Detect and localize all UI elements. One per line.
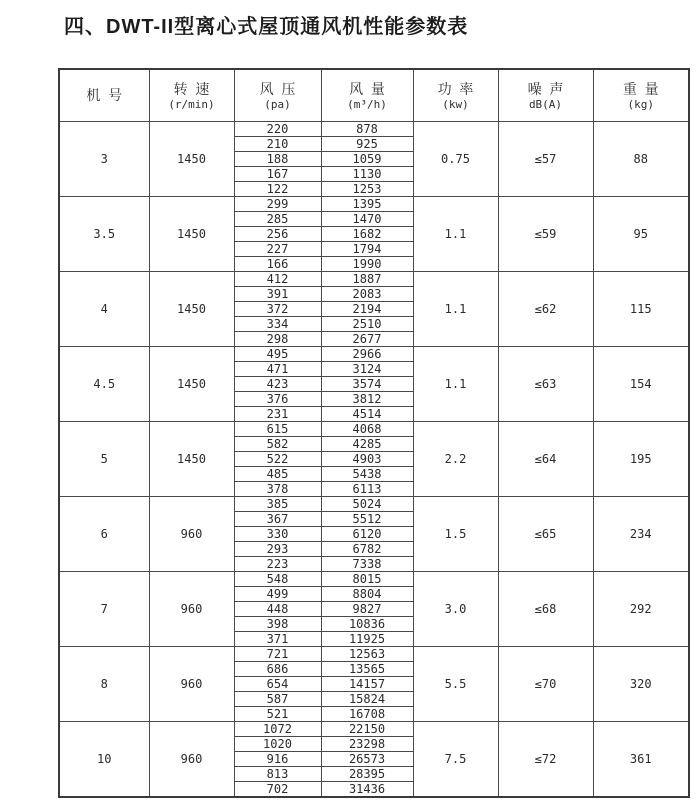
pressure-cell: 293 [234,541,321,556]
volume-cell: 31436 [321,781,413,797]
pressure-cell: 485 [234,466,321,481]
volume-cell: 6113 [321,481,413,496]
weight-cell: 320 [593,646,689,721]
volume-cell: 4285 [321,436,413,451]
noise-cell: ≤72 [498,721,593,797]
speed-cell: 960 [149,721,234,797]
table-row [59,646,689,661]
header-row [59,69,689,121]
noise-cell: ≤65 [498,496,593,571]
volume-cell: 10836 [321,616,413,631]
pressure-cell: 385 [234,496,321,511]
column-header-unit: (kg) [627,97,654,111]
speed-cell: 1450 [149,346,234,421]
power-cell: 1.1 [413,196,498,271]
volume-cell: 5024 [321,496,413,511]
pressure-cell: 495 [234,346,321,361]
volume-cell: 2677 [321,331,413,346]
pressure-cell: 1020 [234,736,321,751]
noise-cell: ≤57 [498,121,593,196]
model-cell: 4.5 [59,346,149,421]
volume-cell: 1253 [321,181,413,196]
volume-cell: 1130 [321,166,413,181]
weight-cell: 292 [593,571,689,646]
pressure-cell: 188 [234,151,321,166]
table-row [59,496,689,511]
volume-cell: 6120 [321,526,413,541]
pressure-cell: 372 [234,301,321,316]
pressure-cell: 210 [234,136,321,151]
pressure-cell: 367 [234,511,321,526]
pressure-cell: 499 [234,586,321,601]
volume-cell: 4903 [321,451,413,466]
model-cell: 6 [59,496,149,571]
speed-cell: 960 [149,571,234,646]
pressure-cell: 299 [234,196,321,211]
volume-cell: 1059 [321,151,413,166]
speed-cell: 960 [149,646,234,721]
pressure-cell: 378 [234,481,321,496]
volume-cell: 1395 [321,196,413,211]
pressure-cell: 371 [234,631,321,646]
table-row [59,346,689,361]
speed-cell: 1450 [149,271,234,346]
pressure-cell: 231 [234,406,321,421]
speed-cell: 960 [149,496,234,571]
power-cell: 0.75 [413,121,498,196]
pressure-cell: 227 [234,241,321,256]
pressure-cell: 721 [234,646,321,661]
volume-cell: 26573 [321,751,413,766]
model-cell: 5 [59,421,149,496]
pressure-cell: 548 [234,571,321,586]
power-cell: 2.2 [413,421,498,496]
pressure-cell: 376 [234,391,321,406]
model-cell: 10 [59,721,149,797]
volume-cell: 1794 [321,241,413,256]
table-row [59,421,689,436]
column-header-label: 重 量 [622,80,659,97]
speed-cell: 1450 [149,121,234,196]
volume-cell: 2194 [321,301,413,316]
volume-cell: 878 [321,121,413,136]
power-cell: 5.5 [413,646,498,721]
column-header-unit: (m³/h) [347,97,387,111]
column-header-label: 功 率 [437,80,474,97]
pressure-cell: 448 [234,601,321,616]
volume-cell: 23298 [321,736,413,751]
pressure-cell: 471 [234,361,321,376]
table-row [59,721,689,736]
pressure-cell: 256 [234,226,321,241]
table-header [59,69,689,121]
speed-cell: 1450 [149,196,234,271]
pressure-cell: 582 [234,436,321,451]
table-body [59,121,689,797]
column-header-volume [321,69,413,121]
pressure-cell: 412 [234,271,321,286]
volume-cell: 1682 [321,226,413,241]
page-title: 四、DWT-II型离心式屋顶通风机性能参数表 [64,16,469,38]
pressure-cell: 167 [234,166,321,181]
column-header-label: 噪 声 [527,80,564,97]
volume-cell: 6782 [321,541,413,556]
fan-performance-table [58,68,690,798]
pressure-cell: 285 [234,211,321,226]
pressure-cell: 398 [234,616,321,631]
weight-cell: 95 [593,196,689,271]
weight-cell: 115 [593,271,689,346]
volume-cell: 8015 [321,571,413,586]
pressure-cell: 298 [234,331,321,346]
column-header-weight [593,69,689,121]
column-header-unit: dB(A) [528,97,563,111]
volume-cell: 11925 [321,631,413,646]
volume-cell: 1887 [321,271,413,286]
column-header-unit: (r/min) [168,97,215,111]
volume-cell: 8804 [321,586,413,601]
column-header-model [59,69,149,121]
volume-cell: 7338 [321,556,413,571]
volume-cell: 22150 [321,721,413,736]
pressure-cell: 334 [234,316,321,331]
volume-cell: 5512 [321,511,413,526]
column-header-pressure [234,69,321,121]
pressure-cell: 223 [234,556,321,571]
pressure-cell: 423 [234,376,321,391]
volume-cell: 1470 [321,211,413,226]
column-header-unit: (kw) [442,97,469,111]
volume-cell: 4068 [321,421,413,436]
table-row [59,121,689,136]
model-cell: 7 [59,571,149,646]
volume-cell: 3124 [321,361,413,376]
weight-cell: 195 [593,421,689,496]
volume-cell: 13565 [321,661,413,676]
pressure-cell: 521 [234,706,321,721]
power-cell: 1.1 [413,271,498,346]
pressure-cell: 813 [234,766,321,781]
model-cell: 3 [59,121,149,196]
speed-cell: 1450 [149,421,234,496]
pressure-cell: 615 [234,421,321,436]
model-cell: 3.5 [59,196,149,271]
volume-cell: 2966 [321,346,413,361]
volume-cell: 9827 [321,601,413,616]
volume-cell: 2083 [321,286,413,301]
column-header-label: 转 速 [173,80,210,97]
power-cell: 3.0 [413,571,498,646]
noise-cell: ≤68 [498,571,593,646]
column-header-noise [498,69,593,121]
volume-cell: 5438 [321,466,413,481]
pressure-cell: 1072 [234,721,321,736]
pressure-cell: 330 [234,526,321,541]
pressure-cell: 654 [234,676,321,691]
noise-cell: ≤70 [498,646,593,721]
table-row [59,571,689,586]
noise-cell: ≤62 [498,271,593,346]
weight-cell: 88 [593,121,689,196]
noise-cell: ≤64 [498,421,593,496]
weight-cell: 361 [593,721,689,797]
power-cell: 1.1 [413,346,498,421]
pressure-cell: 522 [234,451,321,466]
pressure-cell: 916 [234,751,321,766]
column-header-power [413,69,498,121]
volume-cell: 12563 [321,646,413,661]
volume-cell: 925 [321,136,413,151]
column-header-label: 机 号 [86,87,123,104]
volume-cell: 15824 [321,691,413,706]
pressure-cell: 166 [234,256,321,271]
volume-cell: 28395 [321,766,413,781]
volume-cell: 4514 [321,406,413,421]
column-header-label: 风 压 [259,80,296,97]
pressure-cell: 702 [234,781,321,797]
volume-cell: 16708 [321,706,413,721]
table-row [59,271,689,286]
column-header-unit: (pa) [264,97,291,111]
power-cell: 1.5 [413,496,498,571]
pressure-cell: 391 [234,286,321,301]
table-row [59,196,689,211]
pressure-cell: 686 [234,661,321,676]
volume-cell: 3812 [321,391,413,406]
pressure-cell: 587 [234,691,321,706]
model-cell: 8 [59,646,149,721]
pressure-cell: 220 [234,121,321,136]
noise-cell: ≤59 [498,196,593,271]
pressure-cell: 122 [234,181,321,196]
volume-cell: 2510 [321,316,413,331]
weight-cell: 234 [593,496,689,571]
column-header-speed [149,69,234,121]
column-header-label: 风 量 [349,80,385,97]
model-cell: 4 [59,271,149,346]
volume-cell: 14157 [321,676,413,691]
weight-cell: 154 [593,346,689,421]
volume-cell: 1990 [321,256,413,271]
power-cell: 7.5 [413,721,498,797]
volume-cell: 3574 [321,376,413,391]
noise-cell: ≤63 [498,346,593,421]
